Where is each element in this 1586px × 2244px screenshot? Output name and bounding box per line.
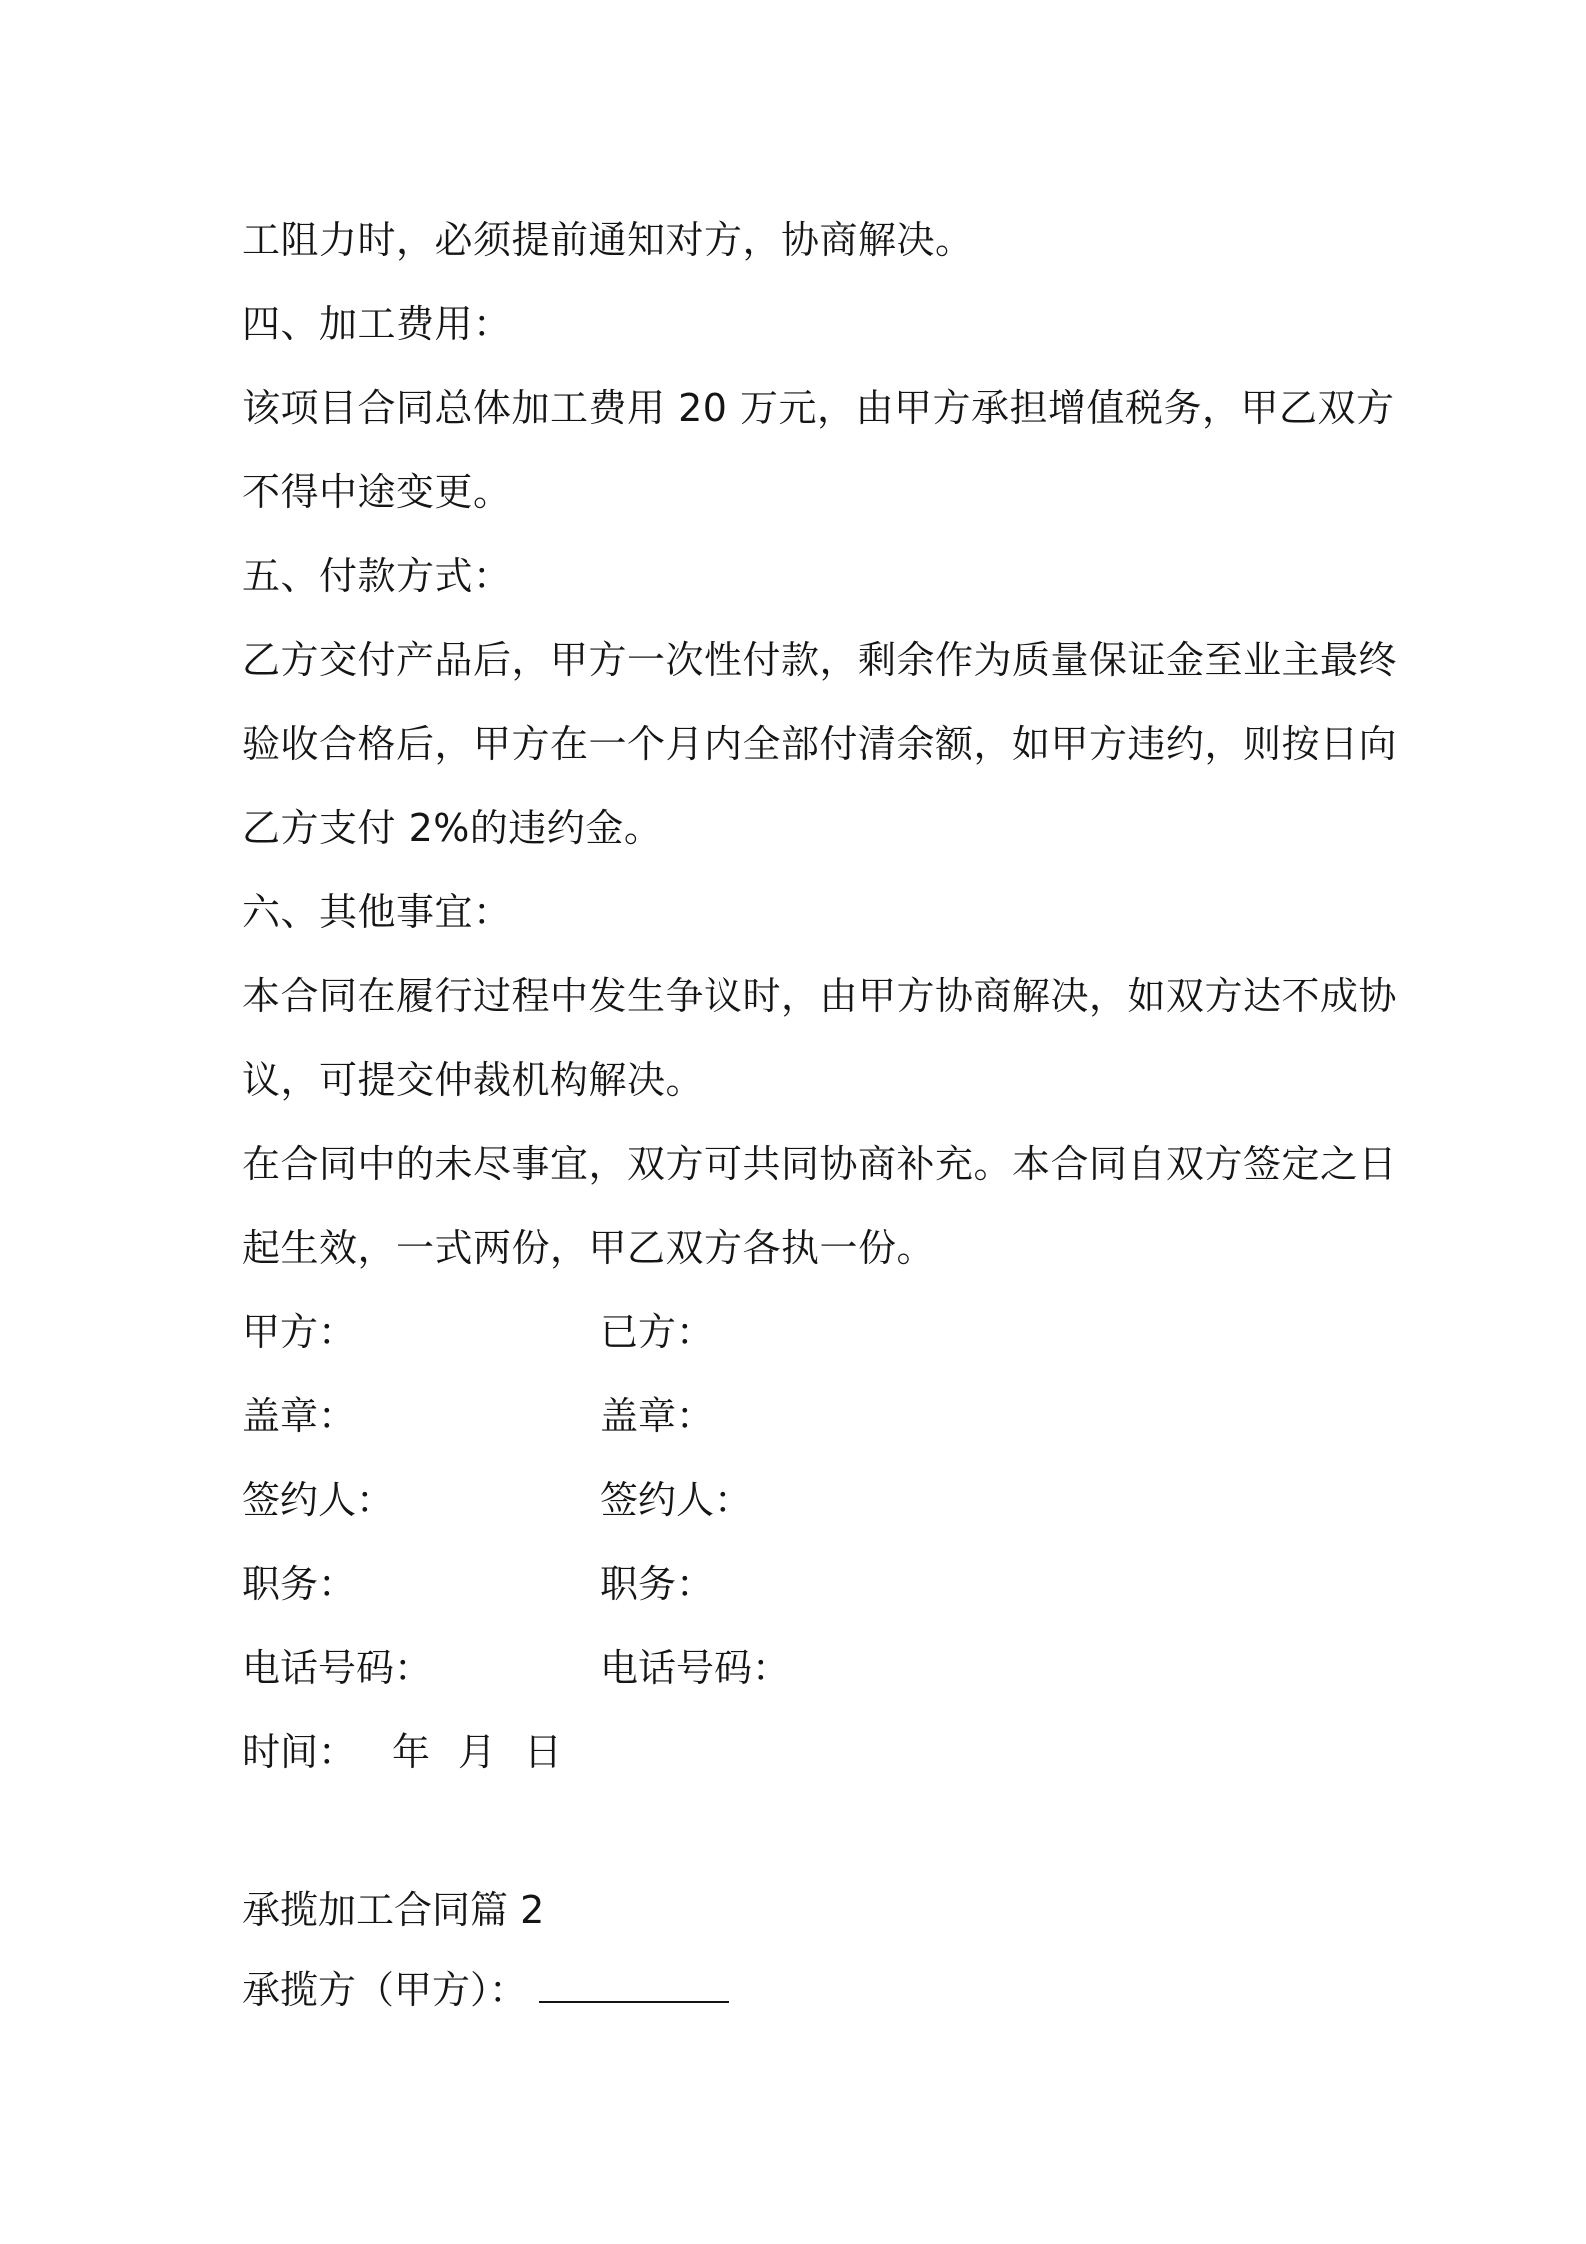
section2-heading: 承揽加工合同篇 2 [242, 1888, 545, 1932]
party-b-phone-label: 电话号码： [600, 1646, 791, 1690]
paragraph-line: 乙方交付产品后，甲方一次性付款，剩余作为质量保证金至业主最终 [242, 638, 1398, 682]
paragraph-line: 本合同在履行过程中发生争议时，由甲方协商解决，如双方达不成协 [242, 974, 1398, 1018]
paragraph-line: 验收合格后，甲方在一个月内全部付清余额，如甲方违约，则按日向 [242, 722, 1398, 766]
paragraph-line: 起生效，一式两份，甲乙双方各执一份。 [242, 1226, 936, 1270]
date-year: 年 [392, 1730, 431, 1774]
party-b-signer-label: 签约人： [600, 1478, 753, 1522]
paragraph-line: 该项目合同总体加工费用 20 万元，由甲方承担增值税务，甲乙双方 [242, 386, 1395, 430]
party-a-seal-label: 盖章： [242, 1394, 357, 1438]
signature-row-phone [242, 1626, 1362, 1710]
paragraph-line: 不得中途变更。 [242, 470, 512, 514]
signature-row-seal [242, 1374, 1362, 1458]
paragraph-line: 议，可提交仲裁机构解决。 [242, 1058, 705, 1102]
contractor-blank-line [539, 1965, 729, 2003]
party-b-title-label: 职务： [600, 1562, 715, 1606]
paragraph-line: 工阻力时，必须提前通知对方，协商解决。 [242, 218, 974, 262]
section-heading-payment: 五、付款方式： [242, 554, 512, 598]
signature-row-title [242, 1542, 1362, 1626]
paragraph-line: 在合同中的未尽事宜，双方可共同协商补充。本合同自双方签定之日 [242, 1142, 1398, 1186]
paragraph-line: 乙方支付 2%的违约金。 [242, 806, 663, 850]
signature-row-party [242, 1290, 1362, 1374]
contractor-field-row [242, 1950, 1362, 2030]
section-heading-other: 六、其他事宜： [242, 890, 512, 934]
signature-row-signer [242, 1458, 1362, 1542]
party-a-phone-label: 电话号码： [242, 1646, 433, 1690]
date-row [242, 1710, 1362, 1794]
party-a-signer-label: 签约人： [242, 1478, 395, 1522]
section-spacer [242, 1794, 1362, 1870]
date-label: 时间： [242, 1730, 357, 1774]
date-day: 日 [524, 1730, 563, 1774]
party-b-seal-label: 盖章： [600, 1394, 715, 1438]
document-body [242, 198, 1398, 2030]
date-month: 月 [458, 1730, 497, 1774]
party-a-title-label: 职务： [242, 1562, 357, 1606]
section-heading-fees: 四、加工费用： [242, 302, 512, 346]
party-b-label: 已方： [600, 1310, 715, 1354]
contractor-field-label: 承揽方（甲方）： [242, 1968, 528, 2012]
party-a-label: 甲方： [242, 1310, 357, 1354]
